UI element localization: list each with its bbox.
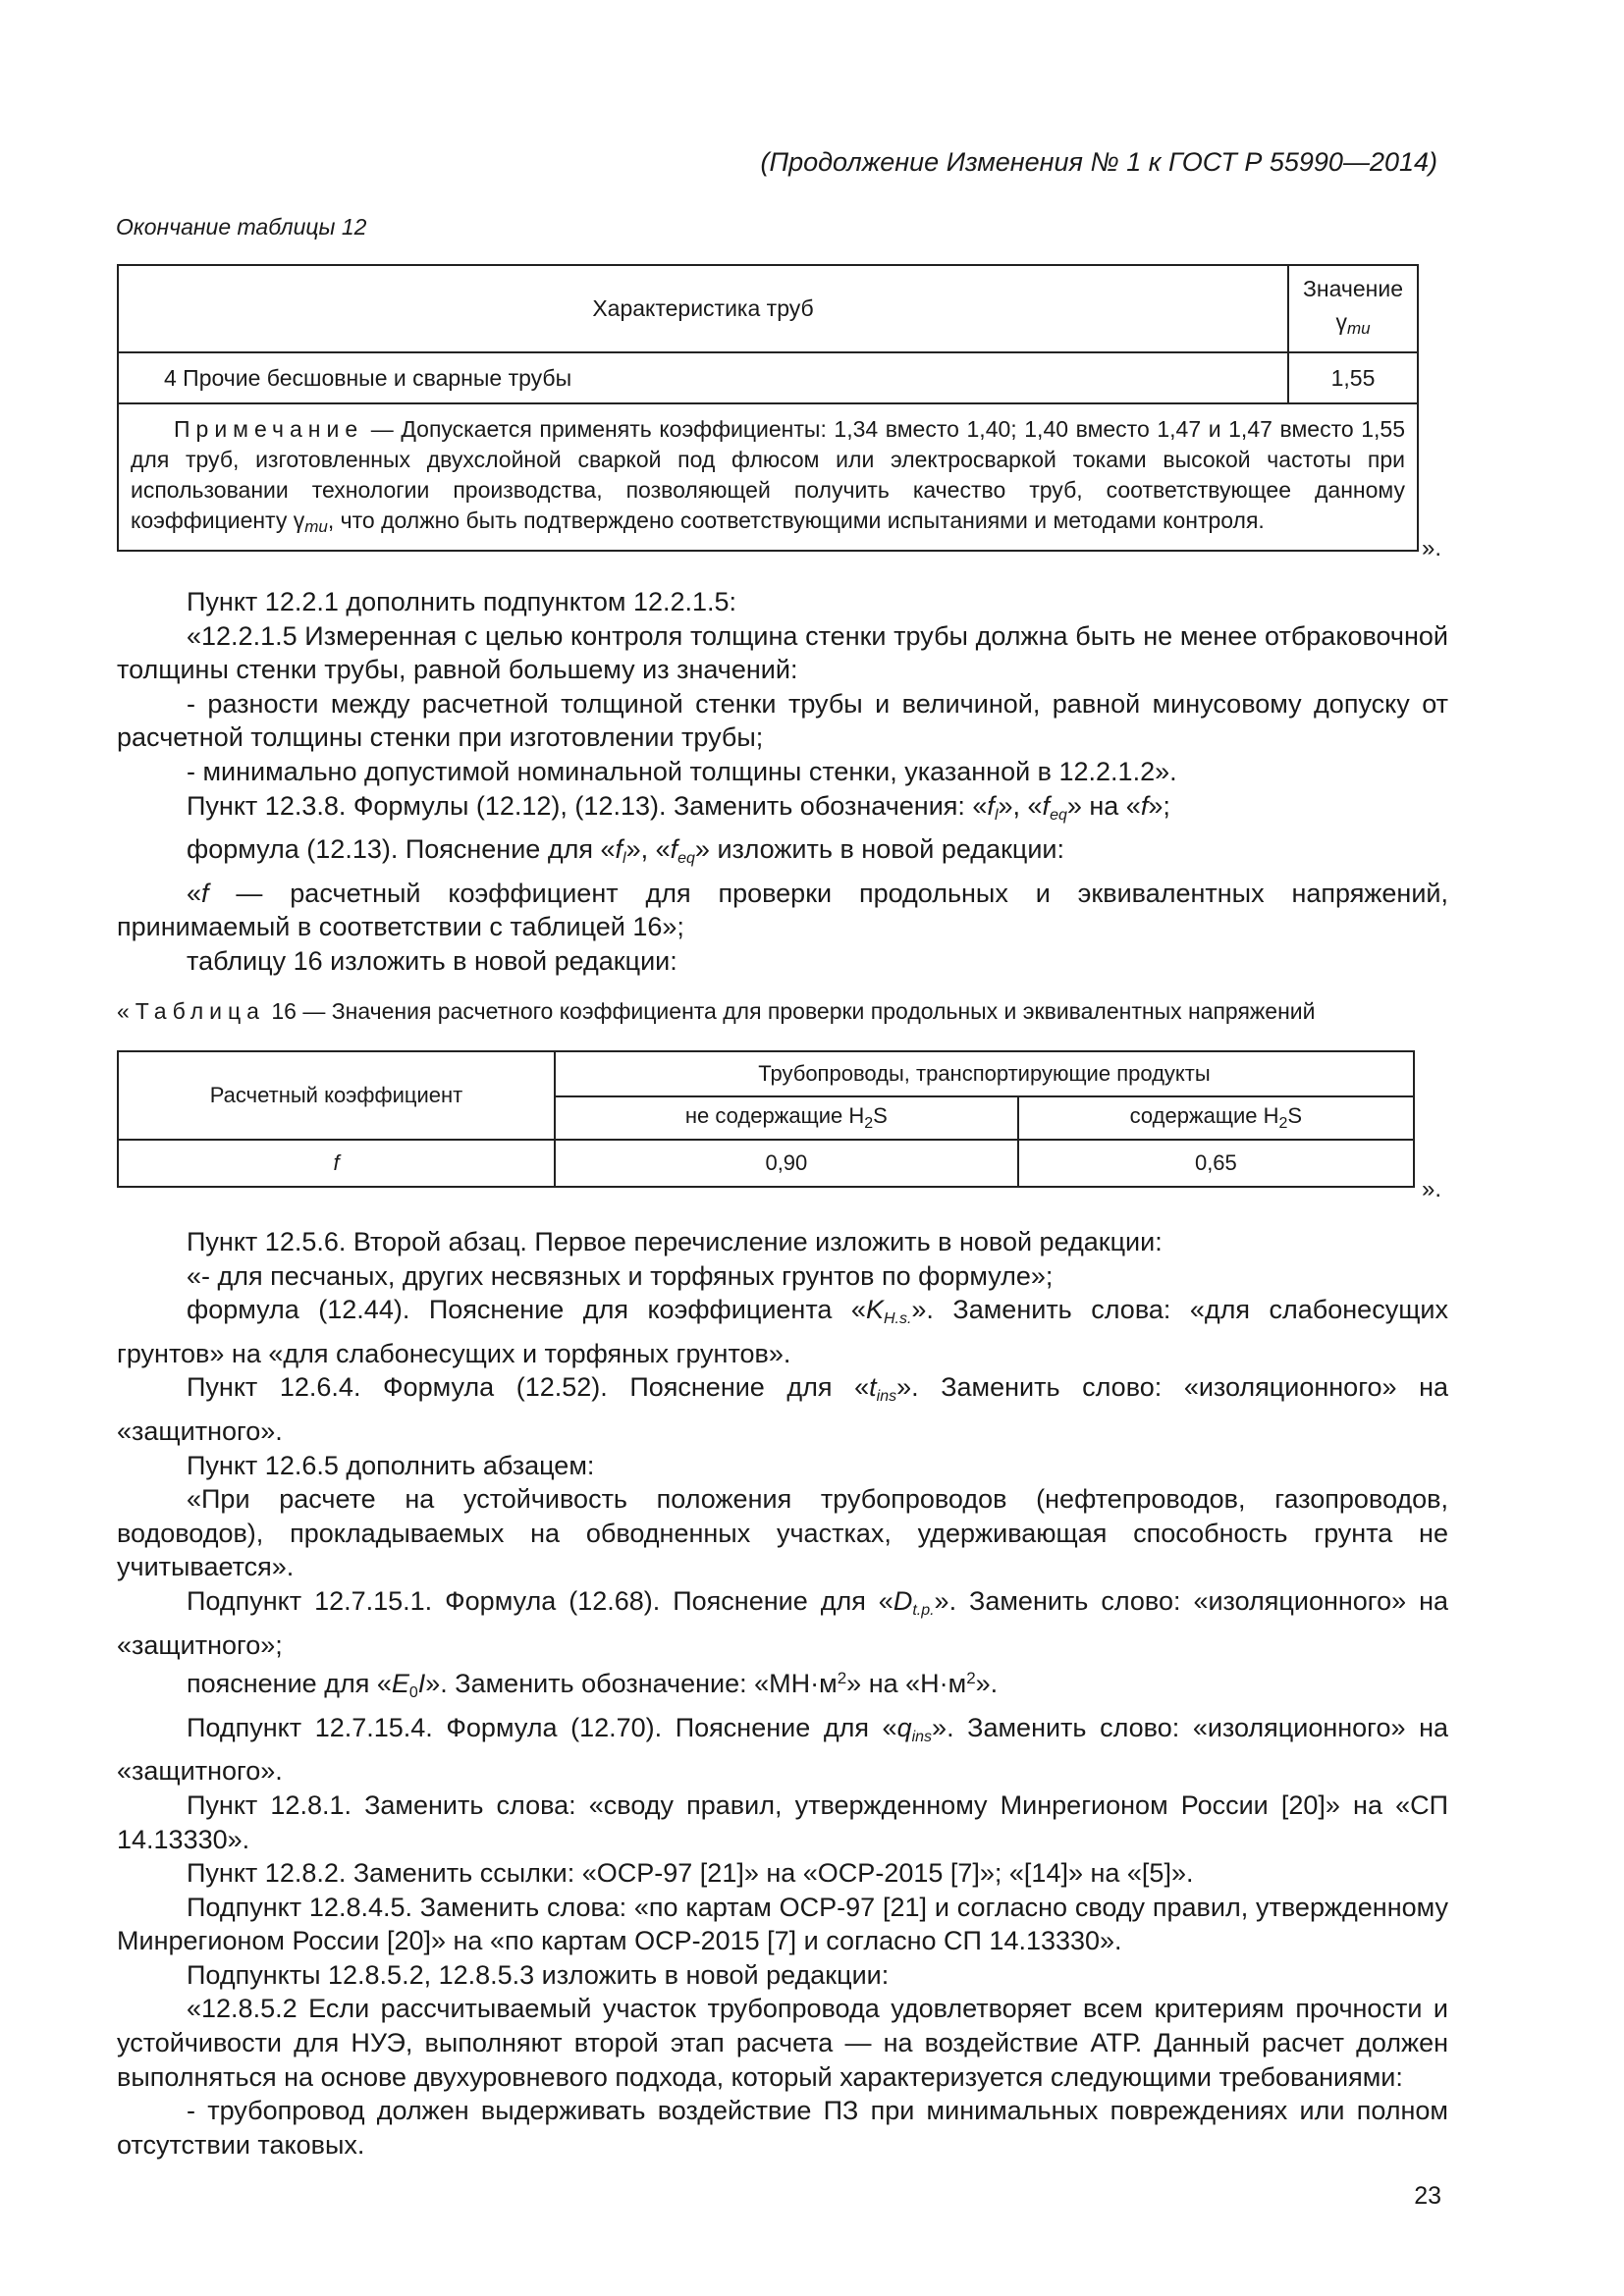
symbol-i: I (417, 1669, 426, 1699)
header-text: S (873, 1103, 888, 1128)
paragraph (117, 1711, 1448, 1789)
table-16 (117, 1050, 1415, 1188)
text-run: Подпункт 12.7.15.1. Формула (12.68). Пояснение для « (187, 1585, 893, 1616)
symbol-f: f (987, 790, 995, 821)
paragraph: «- для песчаных, других несвязных и торфяных грунтов по формуле»; (187, 1260, 1054, 1291)
table16-row-no-h2s: 0,90 (555, 1140, 1018, 1187)
paragraph: Пункт 12.2.1 дополнить подпунктом 12.2.1.5: (187, 587, 737, 616)
text-run: « (187, 878, 202, 908)
text-run: формула (12.44). Пояснение для коэффициента « (187, 1295, 866, 1325)
symbol-f: f (615, 834, 623, 865)
paragraph (117, 877, 1448, 944)
paragraph (117, 1662, 1448, 1711)
symbol-f: f (333, 1150, 340, 1175)
subscript: ins (876, 1388, 897, 1406)
paragraph (117, 1293, 1448, 1370)
symbol-q: q (896, 1712, 912, 1742)
note-lead: Примечание (174, 416, 364, 442)
text-run: » на « (1066, 790, 1141, 821)
table16-header-row-1 (118, 1051, 1414, 1096)
table12-header-characteristic: Характеристика труб (118, 265, 1288, 352)
symbol-f: f (670, 834, 678, 865)
paragraph: Пункт 12.8.2. Заменить ссылки: «ОСР-97 [21]» на «ОСР-2015 [7]»; «[14]» на «[5]». (187, 1858, 1194, 1889)
table16-header-coef: Расчетный коэффициент (118, 1051, 555, 1140)
symbol-d: D (893, 1585, 913, 1616)
header-text: S (1287, 1103, 1303, 1128)
table16-header-no-h2s (555, 1096, 1018, 1140)
header-text: содержащие H (1129, 1103, 1279, 1128)
text-run: ». Заменить обозначение: «МН·м (425, 1669, 838, 1699)
gamma-subscript: mu (1346, 319, 1371, 338)
table16-header-with-h2s (1018, 1096, 1414, 1140)
table16-row-symbol (118, 1140, 555, 1187)
subscript: H.s. (883, 1310, 912, 1328)
h2s-subscript: 2 (864, 1115, 874, 1132)
paragraph (117, 1370, 1448, 1448)
paragraph (117, 789, 1448, 833)
table12-header-value-label: Значение (1303, 276, 1403, 301)
subscript-eq: eq (677, 850, 695, 868)
text-run: — расчетный коэффициент для проверки продольных и эквивалентных напряжений, принимаемый в соответствии с таблицей 16»; (117, 878, 1448, 942)
text-run: » изложить в новой редакции: (694, 834, 1065, 865)
text-run: Пункт 12.3.8. Формулы (12.12), (12.13). Заменить обозначения: « (187, 790, 988, 821)
note-text-1: — Допускается применять коэффициенты: 1,34 вместо 1,40; 1,40 вместо 1,47 и 1,47 вместо 1,55 для труб, изготовленных двухслойной сваркой под флюсом или электросваркой токами высокой частоты при использовании технологии производства, позволяющей получить качество труб, соответствующее данному коэффициенту (131, 416, 1405, 533)
text-run: ». Заменить слово: «изоляционного» на «защитного»; (117, 1585, 1448, 1660)
paragraph: Пункт 12.6.5 дополнить абзацем: (187, 1450, 595, 1480)
page-number: 23 (1414, 2182, 1441, 2210)
text-run: » на «Н·м (846, 1669, 967, 1699)
gamma-symbol: γ (1335, 309, 1347, 335)
subscript-l: l (623, 850, 626, 868)
text-run: пояснение для « (187, 1669, 392, 1699)
subscript: ins (911, 1728, 933, 1745)
paragraph: Пункт 12.5.6. Второй абзац. Первое перечисление изложить в новой редакции: (187, 1227, 1163, 1256)
table12-header-value (1288, 265, 1418, 352)
symbol-e: E (391, 1669, 409, 1699)
subscript: 0 (408, 1684, 418, 1702)
table16-caption (117, 998, 1316, 1025)
table12-row-name: 4 Прочие бесшовные и сварные трубы (118, 352, 1288, 403)
table12-header-row (118, 265, 1418, 352)
body-section-1 (117, 585, 1448, 979)
paragraph: Подпункты 12.8.5.2, 12.8.5.3 изложить в новой редакции: (187, 1959, 890, 1990)
subscript-l: l (994, 806, 999, 824)
h2s-subscript: 2 (1278, 1115, 1288, 1132)
table12-row-value: 1,55 (1288, 352, 1418, 403)
text-run: ». Заменить слова: «для слабонесущих грунтов» на «для слабонесущих и торфяных грунтов». (117, 1295, 1448, 1368)
table12-note (118, 403, 1418, 551)
table-row (118, 1140, 1414, 1187)
table-12 (117, 264, 1419, 552)
note-gamma-symbol: γ (293, 507, 305, 533)
text-run: Пункт 12.6.4. Формула (12.52). Пояснение для « (187, 1372, 870, 1403)
text-run: », « (998, 790, 1043, 821)
table16-caption-text: 16 — Значения расчетного коэффициента для проверки продольных и эквивалентных напряжений (264, 998, 1316, 1024)
table16-caption-lead: «Таблица (117, 998, 265, 1024)
table16-closing-quote: ». (1422, 1176, 1442, 1202)
table16-row-with-h2s: 0,65 (1018, 1140, 1414, 1187)
paragraph (117, 832, 1448, 877)
symbol-t: t (869, 1372, 877, 1403)
text-run: ». (975, 1669, 999, 1699)
text-run: »; (1148, 790, 1170, 821)
symbol-k: K (865, 1295, 884, 1325)
note-text-2: , что должно быть подтверждено соответствующими испытаниями и методами контроля. (327, 507, 1265, 533)
paragraph: «При расчете на устойчивость положения трубопроводов (нефтепроводов, газопроводов, водоводов), прокладываемых на обводненных участках, удерживающая способность грунта не учитывается». (117, 1484, 1448, 1582)
text-run: ». Заменить слово: «изоляционного» на «защитного». (117, 1712, 1448, 1787)
symbol-f: f (201, 878, 209, 908)
paragraph (117, 1584, 1448, 1662)
paragraph: - минимально допустимой номинальной толщины стенки, указанной в 12.2.1.2». (187, 756, 1177, 786)
table16-header-group: Трубопроводы, транспортирующие продукты (555, 1051, 1414, 1096)
superscript: 2 (966, 1669, 976, 1688)
paragraph: «12.8.5.2 Если рассчитываемый участок трубопровода удовлетворяет всем критериям прочности и устойчивости для НУЭ, выполняют второй этап расчета — на воздействие АТР. Данный расчет должен выполняться на основе двухуровневого подхода, который характеризуется следующими требованиями: (117, 1994, 1448, 2092)
subscript: t.p. (912, 1601, 935, 1619)
text-run: », « (625, 834, 671, 865)
paragraph: Подпункт 12.8.4.5. Заменить слова: «по картам ОСР-97 [21] и согласно своду правил, утвержденному Минрегионом России [20]» на «по картам ОСР-2015 [7] и согласно СП 14.13330». (117, 1892, 1448, 1956)
note-gamma-subscript: mu (304, 517, 328, 536)
text-run: Подпункт 12.7.15.4. Формула (12.70). Пояснение для « (187, 1712, 897, 1742)
running-title: (Продолжение Изменения № 1 к ГОСТ Р 55990—2014) (760, 147, 1437, 177)
superscript: 2 (837, 1669, 847, 1688)
table12-note-row (118, 403, 1418, 551)
table12-caption: Окончание таблицы 12 (116, 214, 367, 240)
paragraph: - разности между расчетной толщиной стенки трубы и величиной, равной минусовому допуску от расчетной толщины стенки при изготовлении трубы; (117, 688, 1448, 753)
paragraph: «12.2.1.5 Измеренная с целью контроля толщина стенки трубы должна быть не менее отбраковочной толщины стенки трубы, равной большему из значений: (117, 620, 1448, 685)
symbol-f: f (1042, 790, 1051, 821)
paragraph: - трубопровод должен выдерживать воздействие ПЗ при минимальных повреждениях или полном отсутствии таковых. (117, 2096, 1448, 2160)
symbol-f: f (1140, 790, 1149, 821)
paragraph: таблицу 16 изложить в новой редакции: (187, 945, 677, 976)
text-run: ». Заменить слово: «изоляционного» на «защитного». (117, 1372, 1448, 1446)
subscript-eq: eq (1050, 806, 1067, 824)
paragraph: Пункт 12.8.1. Заменить слова: «своду правил, утвержденному Минрегионом России [20]» на «СП 14.13330». (117, 1789, 1448, 1854)
text-run: формула (12.13). Пояснение для « (187, 834, 616, 865)
body-section-2 (117, 1225, 1448, 2162)
table-row (118, 352, 1418, 403)
header-text: не содержащие H (684, 1103, 865, 1128)
table12-closing-quote: ». (1422, 535, 1442, 561)
